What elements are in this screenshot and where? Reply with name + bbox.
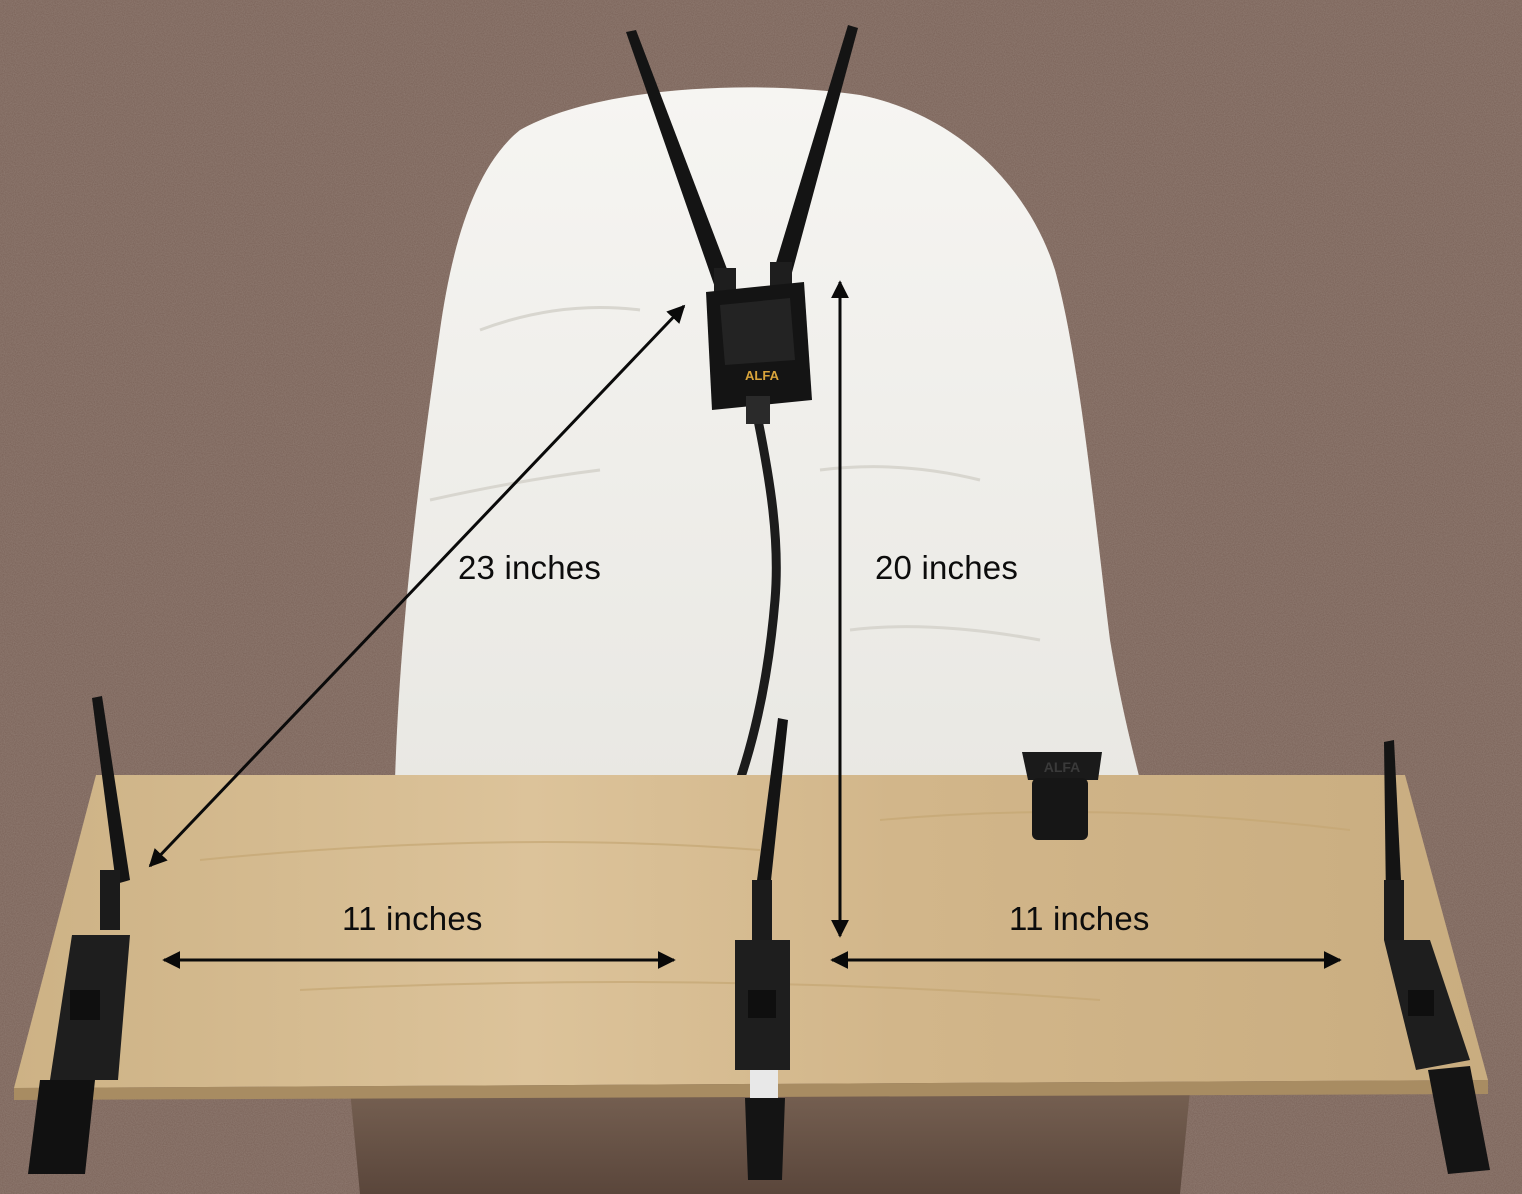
right-span-label: 11 inches: [1009, 900, 1150, 937]
left-span-label: 11 inches: [342, 900, 483, 937]
adapter-logo: ALFA: [745, 368, 779, 383]
diagonal-distance-label: 23 inches: [458, 549, 602, 586]
clip-logo: ALFA: [1043, 759, 1081, 775]
vertical-distance-label: 20 inches: [875, 549, 1019, 586]
